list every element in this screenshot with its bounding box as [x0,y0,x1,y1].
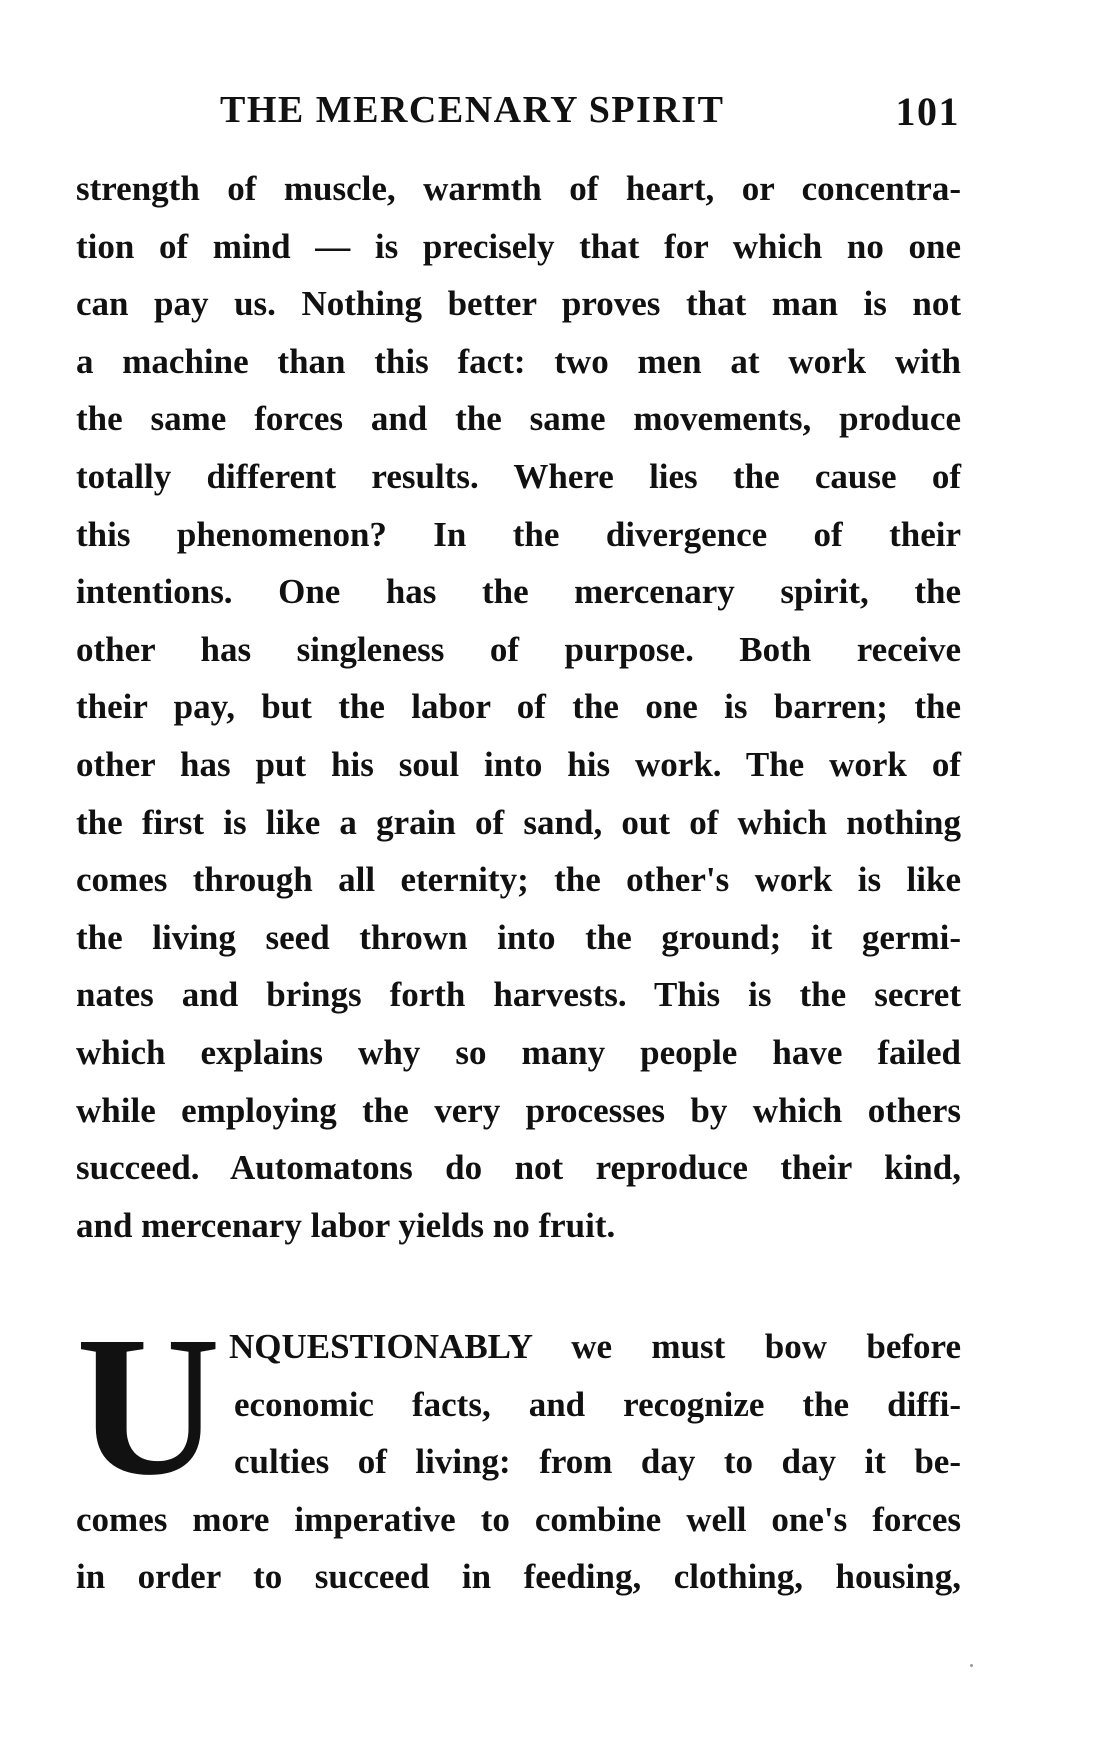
text-line: economic facts, and recognize the diffi- [234,1384,961,1424]
text-line: this phenomenon? In the divergence of their [76,514,961,554]
text-line: in order to succeed in feeding, clothing, housing, [76,1557,961,1597]
paragraph-mercenary-labor [76,160,961,1254]
text-line: comes through all eternity; the other's work is like [76,860,961,900]
paper-speck [970,1664,973,1667]
text-line: other has singleness of purpose. Both receive [76,629,961,669]
text-line: nates and brings forth harvests. This is the secret [76,975,961,1015]
running-title: THE MERCENARY SPIRIT [220,89,725,131]
text-line: totally different results. Where lies the cause of [76,456,961,496]
text-line: and mercenary labor yields no fruit. [76,1205,616,1245]
text-line: their pay, but the labor of the one is barren; the [76,687,961,727]
text-line: can pay us. Nothing better proves that man is not [76,284,961,324]
text-line: the first is like a grain of sand, out of which nothing [76,802,961,842]
paragraph-unquestionably [76,1296,961,1606]
text-line: the living seed thrown into the ground; it germi- [76,917,961,957]
text-line: the same forces and the same movements, produce [76,399,961,439]
text-line: strength of muscle, warmth of heart, or concentra- [76,169,961,208]
text-line: tion of mind — is precisely that for which no one [76,226,961,266]
text-line: comes more imperative to combine well one's forces [76,1499,961,1539]
text-line: succeed. Automatons do not reproduce their kind, [76,1148,961,1188]
text-line: other has put his soul into his work. The work of [76,744,961,784]
text-line: while employing the very processes by which others [76,1090,961,1130]
text-line: NQUESTIONABLY we must bow before [229,1327,961,1366]
text-line: culties of living: from day to day it be- [234,1442,961,1482]
drop-cap: U [76,1296,221,1517]
text-line: which explains why so many people have failed [76,1032,961,1072]
text-line: intentions. One has the mercenary spirit, the [76,572,961,612]
running-head [220,88,960,138]
text-line: a machine than this fact: two men at work with [76,341,961,381]
page-number: 101 [895,89,960,134]
